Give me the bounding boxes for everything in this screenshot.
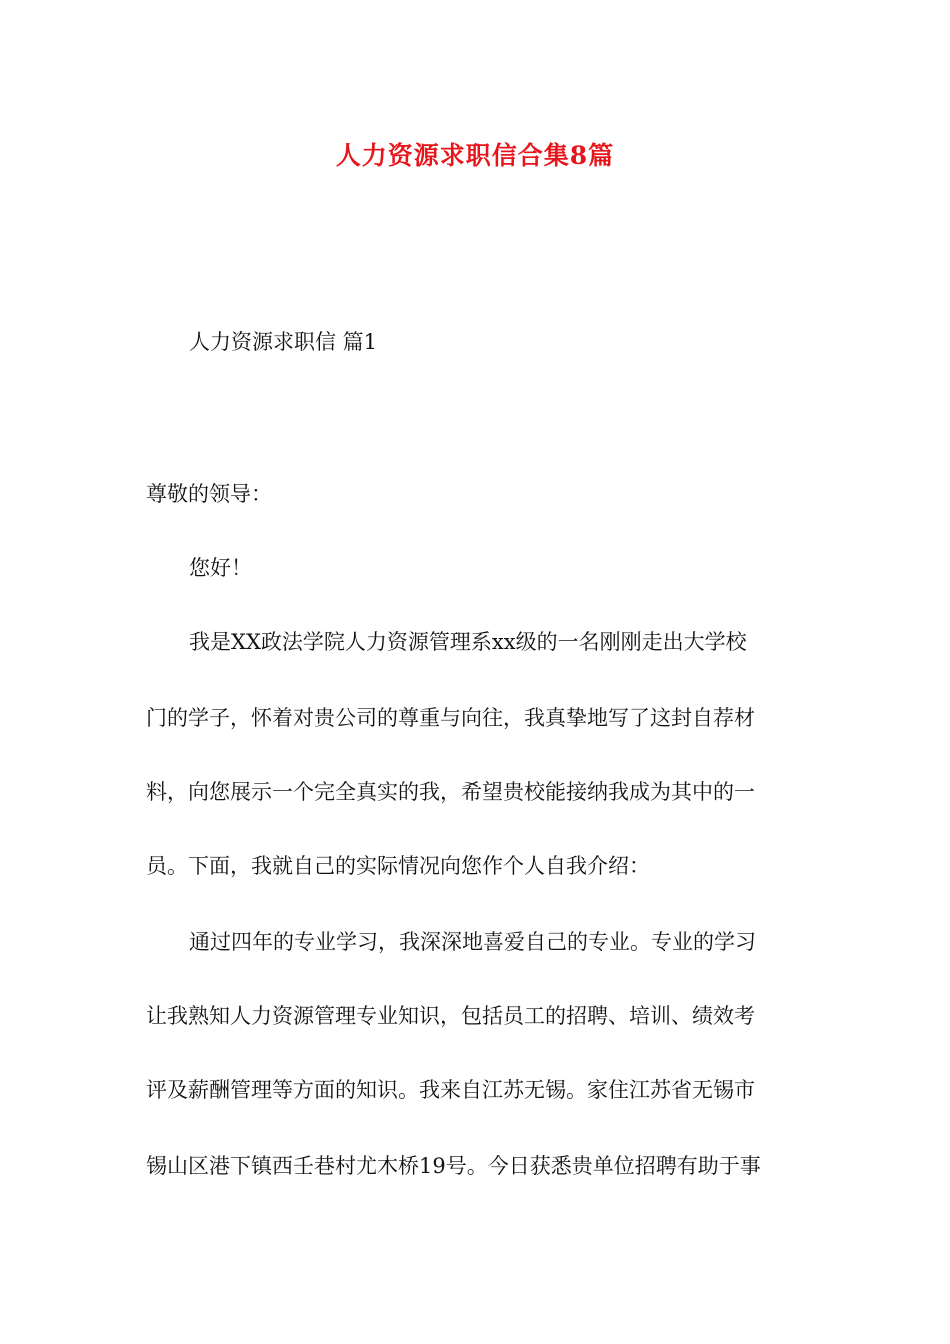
paragraph-1-line-3: 料，向您展示一个完全真实的我，希望贵校能接纳我成为其中的一 bbox=[146, 780, 755, 804]
salutation: 尊敬的领导： bbox=[146, 482, 272, 506]
paragraph-1-line-4: 员。下面，我就自己的实际情况向您作个人自我介绍： bbox=[146, 854, 650, 878]
greeting: 您好！ bbox=[189, 556, 252, 580]
paragraph-2-line-2: 让我熟知人力资源管理专业知识，包括员工的招聘、培训、绩效考 bbox=[146, 1004, 755, 1028]
paragraph-2-line-4: 锡山区港下镇西壬巷村尤木桥19号。今日获悉贵单位招聘有助于事 bbox=[146, 1154, 761, 1178]
paragraph-1-line-2: 门的学子，怀着对贵公司的尊重与向往，我真挚地写了这封自荐材 bbox=[146, 706, 755, 730]
section-heading: 人力资源求职信 篇1 bbox=[189, 330, 378, 354]
paragraph-1-line-1: 我是XX政法学院人力资源管理系xx级的一名刚刚走出大学校 bbox=[189, 630, 747, 654]
paragraph-2-line-1: 通过四年的专业学习，我深深地喜爱自己的专业。专业的学习 bbox=[189, 930, 756, 954]
paragraph-2-line-3: 评及薪酬管理等方面的知识。我来自江苏无锡。家住江苏省无锡市 bbox=[146, 1078, 755, 1102]
document-title: 人力资源求职信合集8篇 bbox=[335, 141, 615, 170]
